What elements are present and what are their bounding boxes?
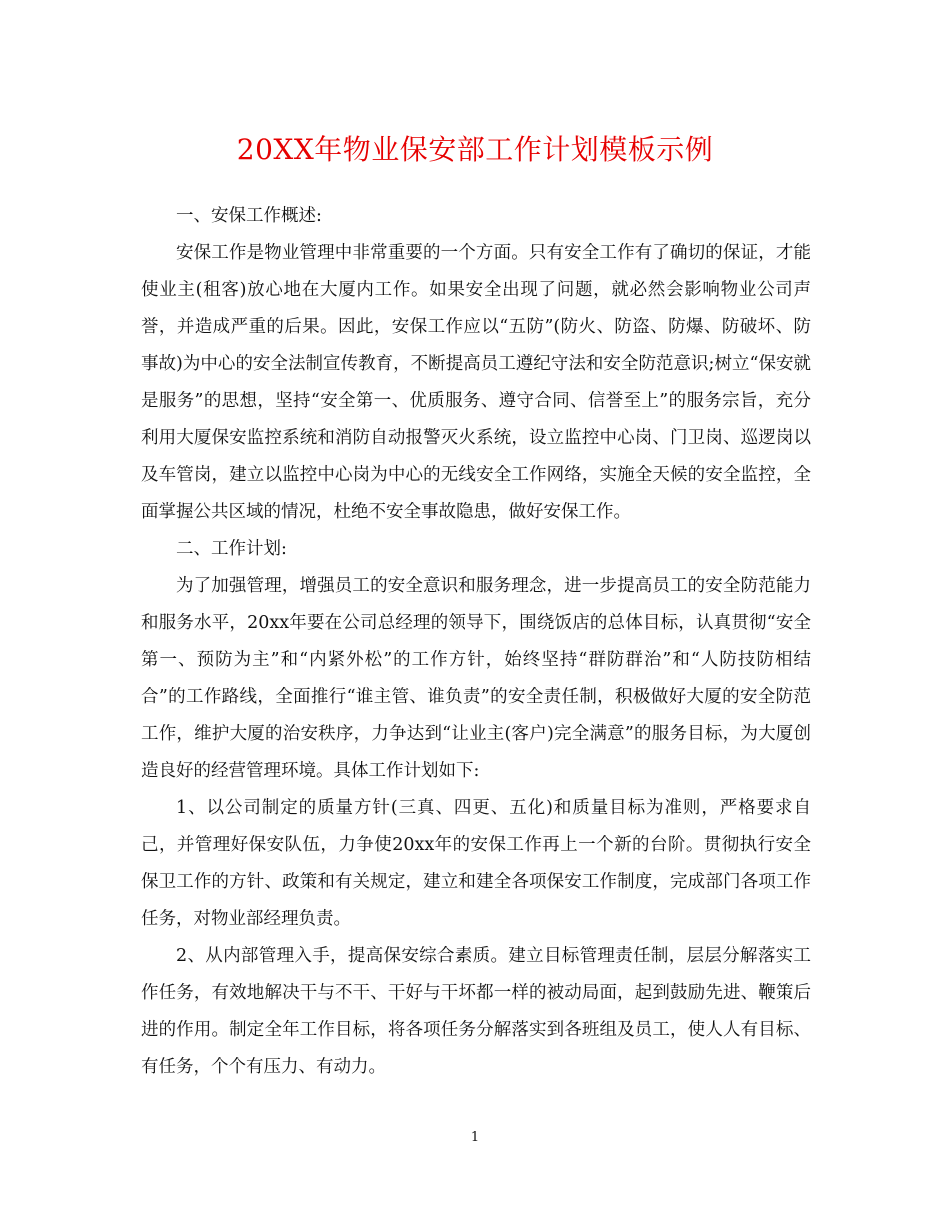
section-heading-overview: 一、安保工作概述: bbox=[176, 206, 322, 226]
document-title: 20XX年物业保安部工作计划模板示例 bbox=[236, 133, 714, 166]
paragraph-plan-item-2: 2、从内部管理入手，提高保安综合素质。建立目标管理责任制，层层分解落实工作任务，有效地解决干与不干、干好与干坏都一样的被动局面，起到鼓励先进、鞭策后进的作用。制定全年工作目标，将各项任务分解落实到各班组及员工，使人人有目标、有任务，个个有压力、有动力。 bbox=[141, 946, 811, 1077]
paragraph-plan-intro: 为了加强管理，增强员工的安全意识和服务理念，进一步提高员工的安全防范能力和服务水平，20xx年要在公司总经理的领导下，围绕饭店的总体目标，认真贯彻“安全第一、预防为主”和“内紧外松”的工作方针，始终坚持“群防群治”和“人防技防相结合”的工作路线，全面推行“谁主管、谁负责”的安全责任制，积极做好大厦的安全防范工作，维护大厦的治安秩序，力争达到“让业主(客户)完全满意”的服务目标，为大厦创造良好的经营管理环境。具体工作计划如下: bbox=[141, 576, 811, 781]
document-body bbox=[141, 198, 811, 1086]
section-heading-plan: 二、工作计划: bbox=[176, 539, 287, 559]
paragraph-plan-item-1: 1、以公司制定的质量方针(三真、四更、五化)和质量目标为准则，严格要求自己，并管理好保安队伍，力争使20xx年的安保工作再上一个新的台阶。贯彻执行安全保卫工作的方针、政策和有关规定，建立和建全各项保安工作制度，完成部门各项工作任务，对物业部经理负责。 bbox=[141, 798, 811, 929]
page-number: 1 bbox=[470, 1130, 480, 1145]
paragraph-overview: 安保工作是物业管理中非常重要的一个方面。只有安全工作有了确切的保证，才能使业主(租客)放心地在大厦内工作。如果安全出现了问题，就必然会影响物业公司声誉，并造成严重的后果。因此，安保工作应以“五防”(防火、防盗、防爆、防破坏、防事故)为中心的安全法制宣传教育，不断提高员工遵纪守法和安全防范意识;树立“保安就是服务”的思想，坚持“安全第一、优质服务、遵守合同、信誉至上”的服务宗旨，充分利用大厦保安监控系统和消防自动报警灭火系统，设立监控中心岗、门卫岗、巡逻岗以及车管岗，建立以监控中心岗为中心的无线安全工作网络，实施全天候的安全监控，全面掌握公共区域的情况，杜绝不安全事故隐患，做好安保工作。 bbox=[141, 243, 811, 522]
